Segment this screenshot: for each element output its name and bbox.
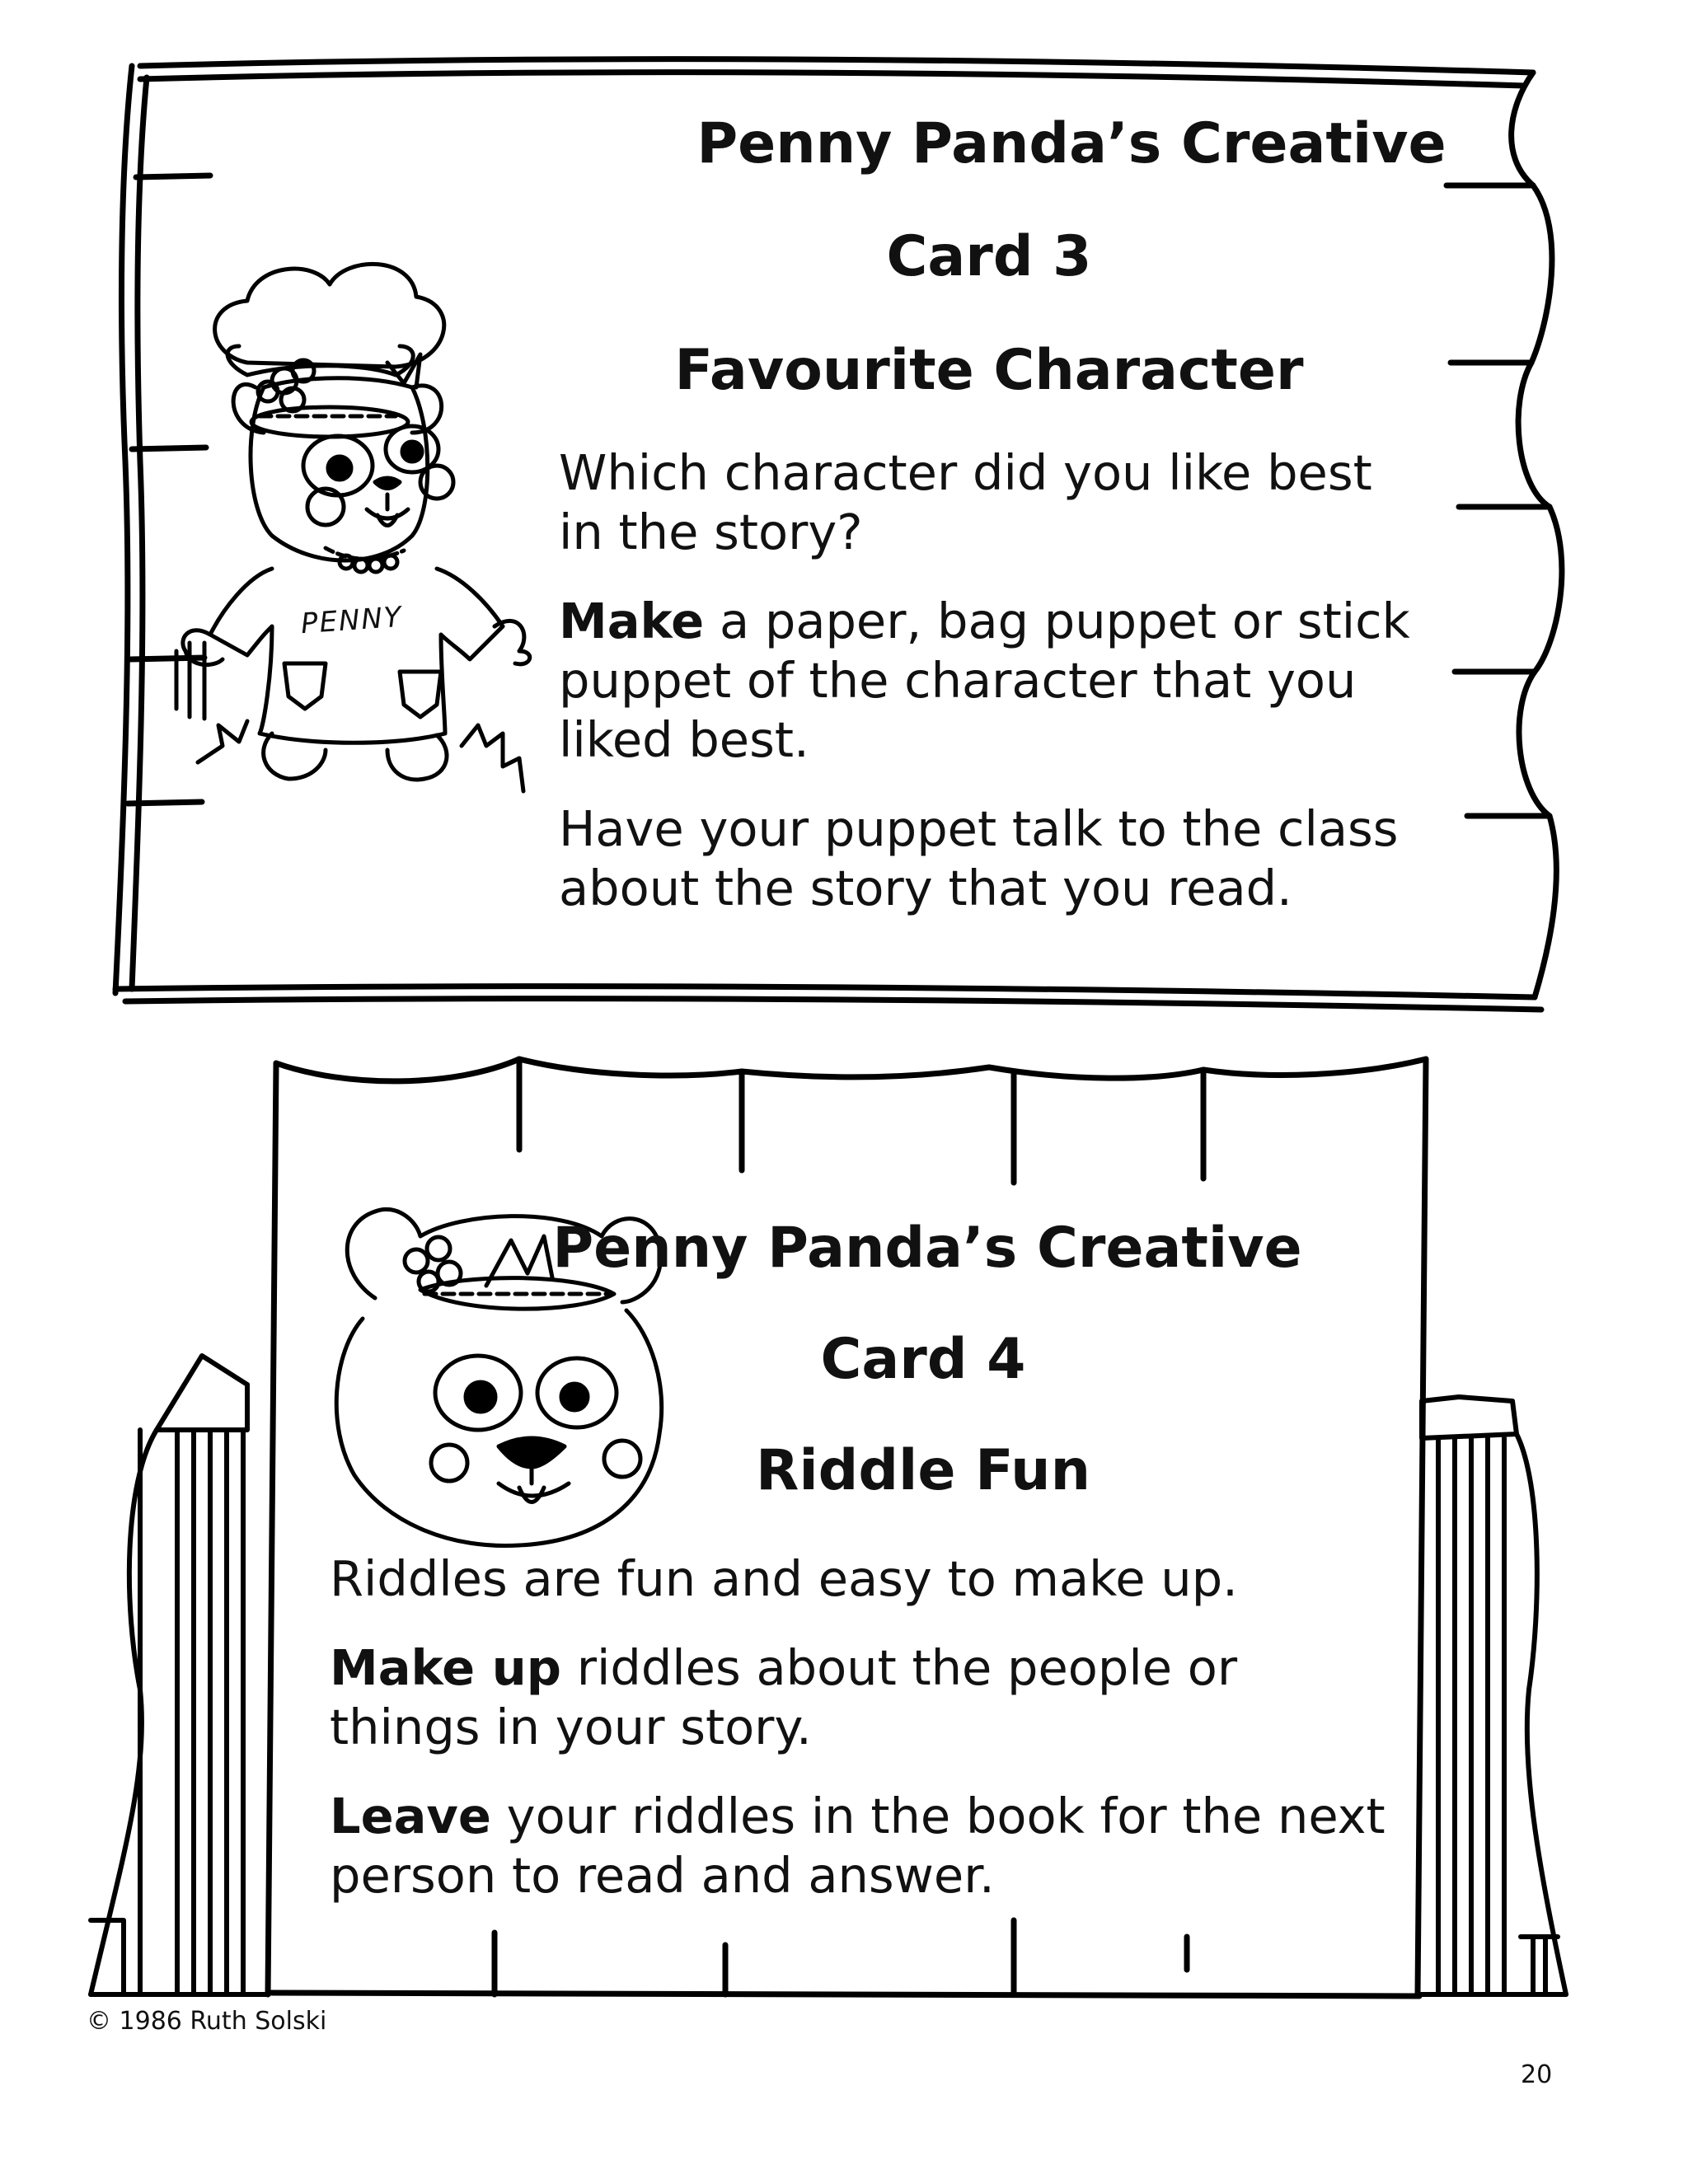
card3-make-lead: Make (559, 593, 705, 649)
page-number: 20 (1521, 2060, 1553, 2089)
penny-panda-illustration (176, 264, 530, 791)
card3-card-number: Card 3 (886, 224, 1092, 289)
card3-heading: Penny Panda’s Creative (696, 111, 1447, 176)
fence-post-right (1418, 1397, 1566, 1994)
card4-subtitle: Riddle Fun (755, 1438, 1090, 1503)
card4-makeup-paragraph (330, 1638, 1401, 1757)
card3-make-text: a paper, bag puppet or stick puppet of the character that you liked best. (559, 593, 1410, 768)
shirt-text: PENNY (299, 600, 404, 641)
card4-body (330, 1549, 1401, 1935)
card4-leave-lead: Leave (330, 1788, 491, 1844)
card4-intro: Riddles are fun and easy to make up. (330, 1550, 1238, 1607)
card4-card-number: Card 4 (820, 1327, 1026, 1392)
card3-question: Which character did you like best in the story? (559, 444, 1372, 560)
card4-heading: Penny Panda’s Creative (552, 1216, 1302, 1281)
card3-talk-paragraph: Have your puppet talk to the class about the story that you read. (559, 800, 1399, 916)
card4-leave-text: your riddles in the book for the next person to read and answer. (330, 1788, 1386, 1904)
card3-body (559, 443, 1416, 948)
card3-make-paragraph (559, 592, 1416, 770)
fence-post-left (91, 1356, 268, 1994)
card4-makeup-text: riddles about the people or things in your story. (330, 1639, 1238, 1755)
card3-subtitle: Favourite Character (674, 338, 1304, 403)
copyright: © 1986 Ruth Solski (87, 2007, 327, 2036)
card4-leave-paragraph (330, 1787, 1401, 1905)
card4-makeup-lead: Make up (330, 1639, 561, 1696)
